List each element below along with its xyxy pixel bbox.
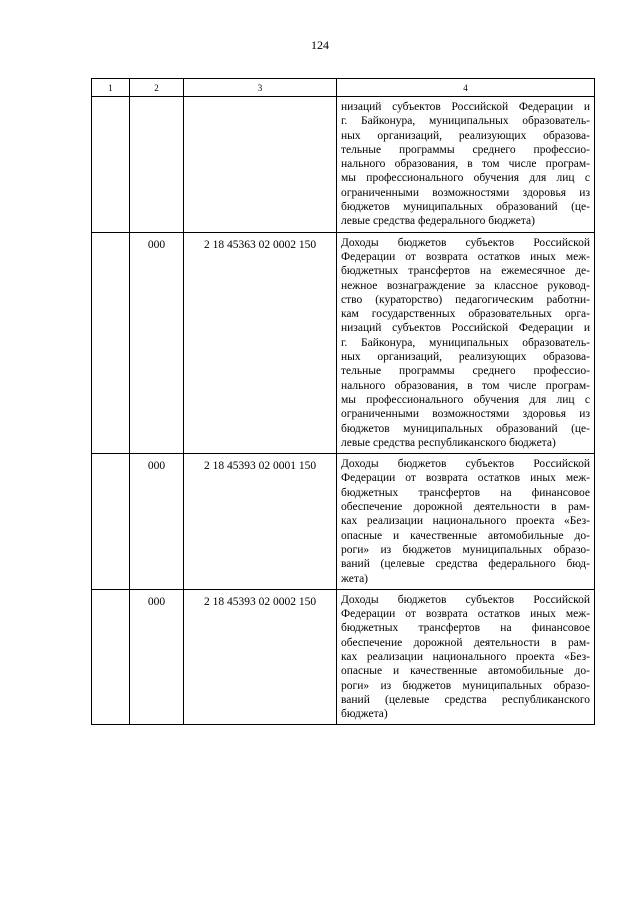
description-cell [337,97,595,233]
budget-code-cell: 2 18 45363 02 0002 150 [184,232,337,453]
description-line: низаций субъектов Российской Федерации и [341,101,590,113]
table-header-row [92,79,595,97]
description-line: опасные и качественные автомобильные до- [341,529,590,542]
page-number: 124 [311,38,329,52]
row-cell-empty [92,232,130,453]
description-line: бюджетов муниципальных образований (це- [341,422,590,435]
description-line: кам государственных образовательных орга- [341,308,590,321]
description-line: ваний (целевые средства республиканского [341,693,590,706]
table-row [92,454,595,590]
description-line: ках реализации национального проекта «Без- [341,515,590,528]
description-line: Федерации от возврата остатков иных меж- [341,472,590,485]
description-line: нального образования, в том числе програм- [341,158,590,171]
description-line: роги» из бюджетов муниципальных образо- [341,543,590,556]
description-cell [337,589,595,725]
description-line: Доходы бюджетов субъектов Российской [341,236,590,249]
column-number-4: 4 [337,79,595,97]
row-cell-empty [92,589,130,725]
description-line: ство (кураторство) педагогическим работни- [341,293,590,306]
admin-code-cell [130,97,184,233]
admin-code-cell: 000 [130,454,184,590]
description-cell [337,454,595,590]
description-line: г. Байконура, муниципальных образователь- [341,336,590,349]
description-line: нежное вознаграждение за классное руковод- [341,279,590,292]
description-line: ограниченными возможностями здоровья из [341,186,590,199]
description-line: бюджетных трансфертов на финансовое [341,486,590,499]
description-line: бюджета) [341,708,388,721]
description-line: ограниченными возможностями здоровья из [341,408,590,421]
description-line: г. Байконура, муниципальных образователь- [341,115,590,128]
description-line: левые средства республиканского бюджета) [341,436,556,449]
description-line: опасные и качественные автомобильные до- [341,665,590,678]
budget-code-cell [184,97,337,233]
table-row [92,232,595,453]
table-row [92,97,595,233]
description-line: ных организаций, реализующих образова- [341,129,590,142]
column-number-3: 3 [184,79,337,97]
description-line: мы профессионального обучения для лиц с [341,172,590,185]
budget-code-cell: 2 18 45393 02 0001 150 [184,454,337,590]
table-row [92,589,595,725]
column-number-2: 2 [130,79,184,97]
description-line: бюджетных трансфертов на финансовое [341,622,590,635]
column-number-1: 1 [92,79,130,97]
description-cell [337,232,595,453]
admin-code-cell: 000 [130,232,184,453]
description-line: обеспечение дорожной деятельности в рам- [341,501,590,514]
row-cell-empty [92,97,130,233]
description-line: мы профессионального обучения для лиц с [341,393,590,406]
description-line: Доходы бюджетов субъектов Российской [341,593,590,606]
description-line: Федерации от возврата остатков иных меж- [341,608,590,621]
description-line: жета) [341,572,368,585]
description-line: бюджетных трансфертов на ежемесячное де- [341,265,590,278]
description-line: низаций субъектов Российской Федерации и [341,322,590,335]
description-line: бюджетов муниципальных образований (це- [341,201,590,214]
description-line: обеспечение дорожной деятельности в рам- [341,636,590,649]
budget-revenue-table [91,78,595,725]
description-line: нального образования, в том числе програм- [341,379,590,392]
description-line: ваний (целевые средства федерального бюд- [341,558,590,571]
description-line: роги» из бюджетов муниципальных образо- [341,679,590,692]
description-line: Доходы бюджетов субъектов Российской [341,458,590,471]
description-line: ных организаций, реализующих образова- [341,351,590,364]
budget-code-cell: 2 18 45393 02 0002 150 [184,589,337,725]
description-line: тельные программы среднего профессио- [341,143,590,156]
description-line: ках реализации национального проекта «Без- [341,650,590,663]
row-cell-empty [92,454,130,590]
description-line: Федерации от возврата остатков иных меж- [341,250,590,263]
admin-code-cell: 000 [130,589,184,725]
description-line: тельные программы среднего профессио- [341,365,590,378]
description-line: левые средства федерального бюджета) [341,215,535,228]
